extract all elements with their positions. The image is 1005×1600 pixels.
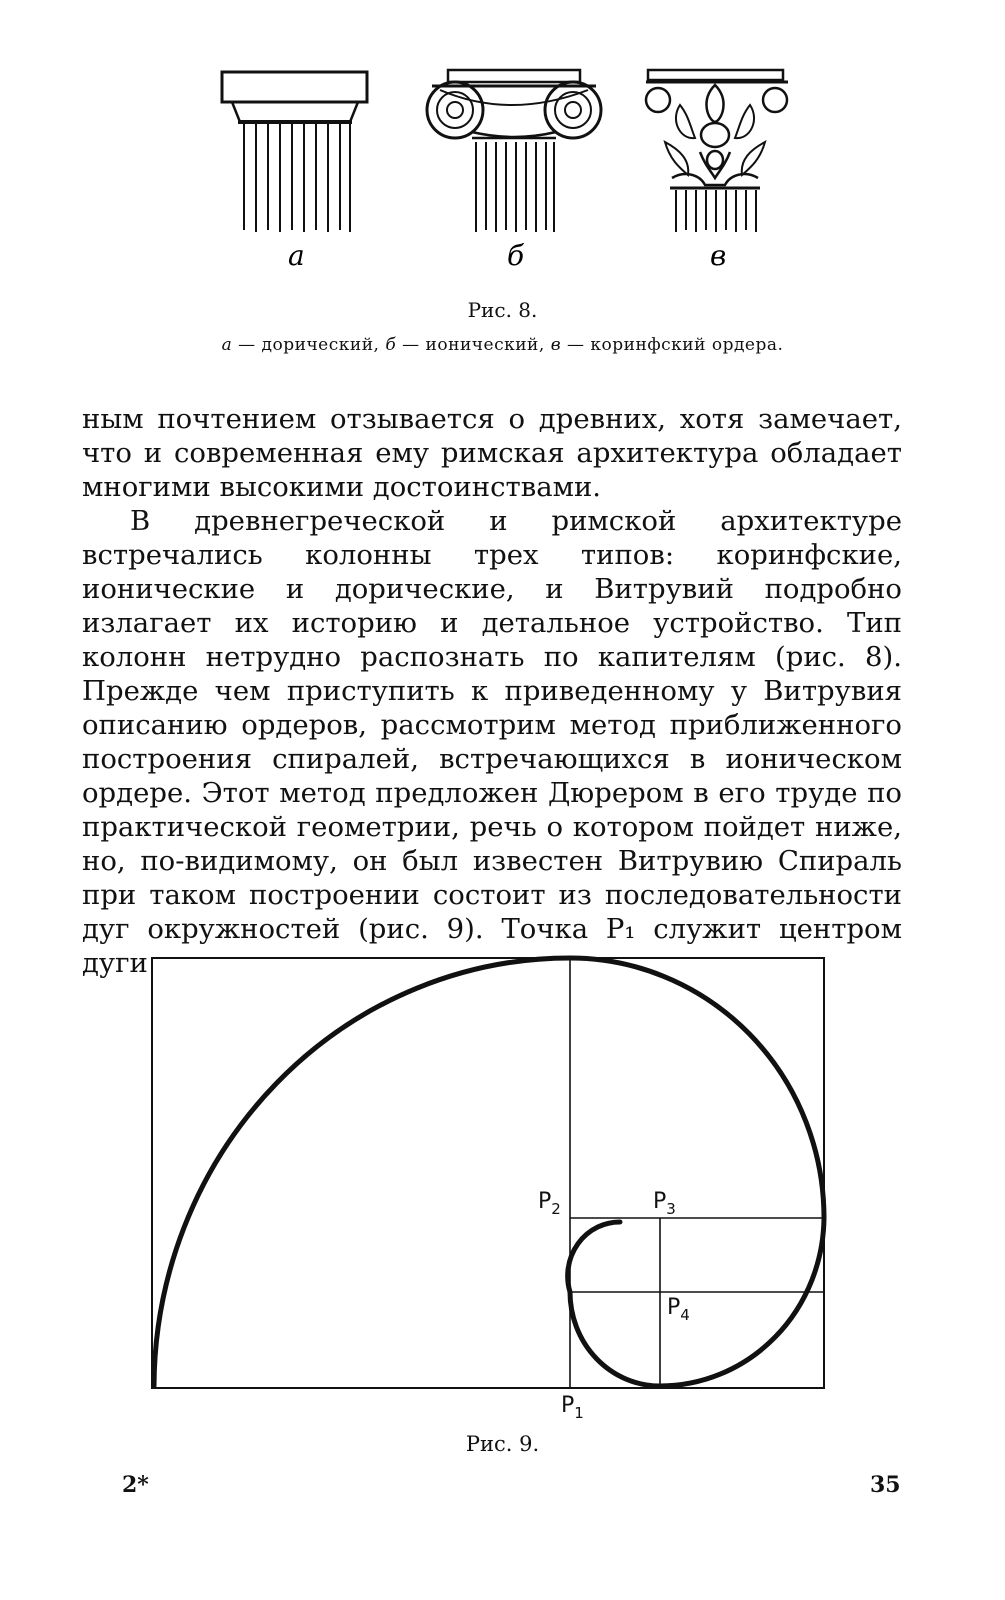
- label-b: б: [507, 239, 525, 272]
- label-p2: $P_2$: [538, 1189, 561, 1218]
- ionic-capital-drawing: [427, 70, 601, 232]
- label-v: в: [710, 239, 727, 272]
- corinthian-capital-drawing: [646, 70, 788, 232]
- figure-8-title: Рис. 8.: [467, 298, 538, 322]
- caption-text-a: — дорический,: [232, 335, 386, 355]
- caption-text-b: — ионический,: [396, 335, 551, 355]
- body-text: [82, 402, 902, 980]
- paragraph-2: В древнегреческой и римской архитектуре встречались колонны трех типов: коринфские, ионические и дорические, и Витрувий подробно излагает их историю и детальное устройство. Тип колонн нетрудно распознать по капителям (рис. 8). Прежде чем приступить к приведенному у Витрувия описанию ордеров, рассмотрим метод приближенного построения спиралей, встречающихся в ионическом ордере. Этот метод предложен Дюрером в его труде по практической геометрии, речь о котором пойдет ниже, но, по-видимому, он был известен Витрувию Спираль при таком построении состоит из последовательности дуг окружностей (рис. 9). Точка P₁ служит центром дуги: [82, 505, 902, 979]
- caption-letter-b: б: [385, 335, 397, 355]
- caption-text-v: — коринфский ордера.: [561, 335, 784, 355]
- figure-8-caption: [0, 335, 1005, 355]
- figure-9-title: Рис. 9.: [465, 1432, 540, 1456]
- outer-rectangle: [152, 958, 824, 1388]
- label-p3: $P_3$: [653, 1189, 676, 1218]
- figure-8-capitals: [210, 60, 820, 275]
- signature-mark: 2*: [122, 1472, 149, 1498]
- figure-9-spiral: [140, 950, 840, 1440]
- label-a: а: [288, 239, 305, 272]
- page-number: 35: [870, 1472, 901, 1498]
- paragraph-1: ным почтением отзывается о древних, хотя замечает, что и современная ему римская архитектура обладает многими высокими достоинствами.: [82, 403, 902, 503]
- caption-letter-v: в: [550, 335, 562, 355]
- label-p4: $P_4$: [667, 1295, 690, 1324]
- doric-capital-drawing: [222, 72, 367, 232]
- label-p1: $P_1$: [561, 1393, 584, 1422]
- spiral-curve: [154, 958, 824, 1386]
- caption-letter-a: а: [221, 335, 233, 355]
